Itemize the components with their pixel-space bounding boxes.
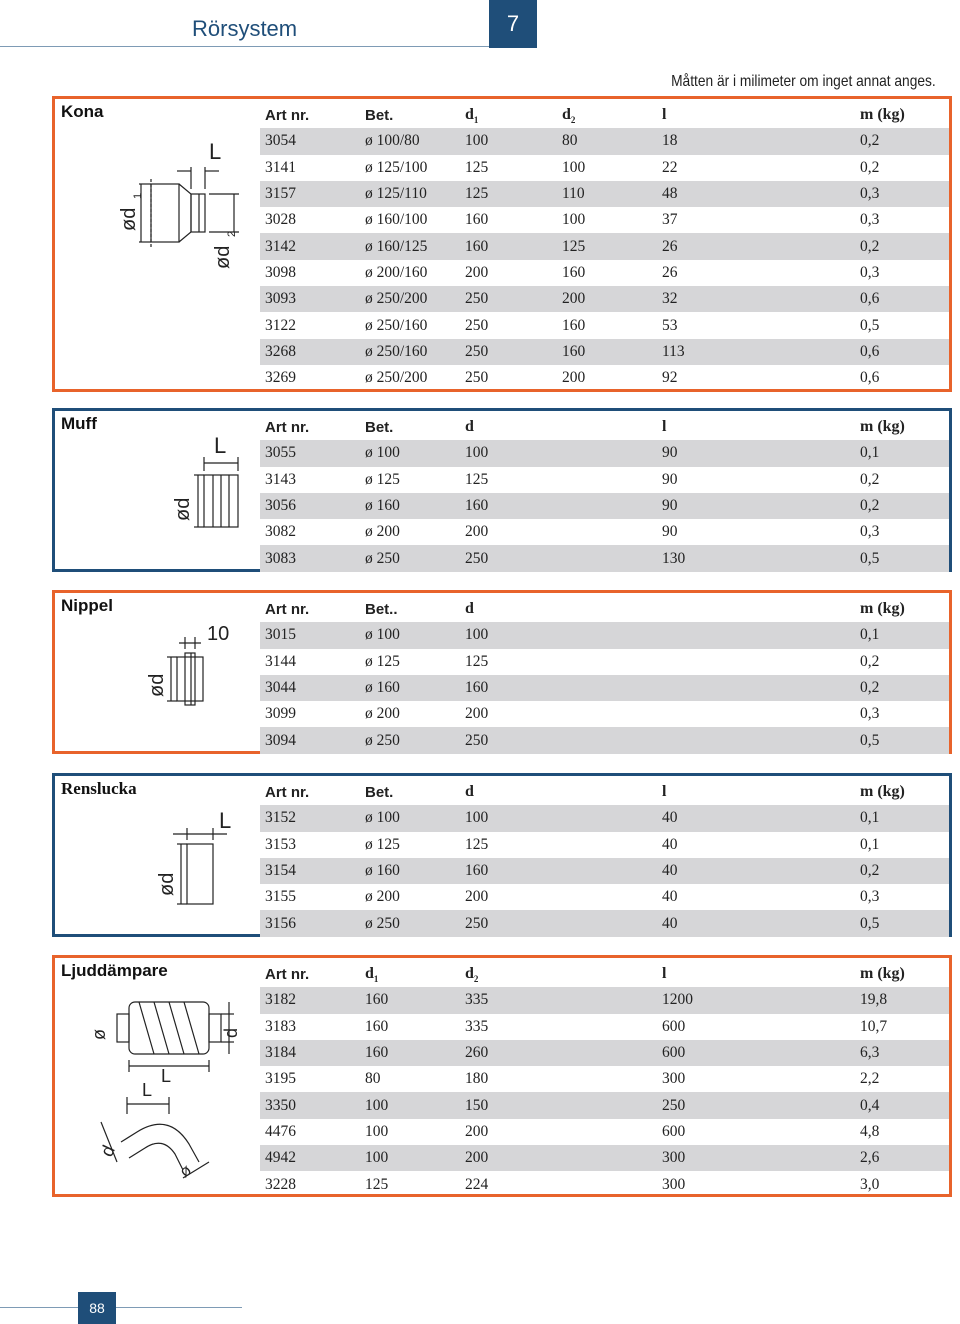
table-row — [260, 545, 949, 571]
table-cell: 0,5 — [860, 549, 880, 567]
table-cell: ø 100 — [365, 626, 400, 644]
muff-table — [260, 414, 949, 572]
table-cell: 200 — [465, 263, 489, 281]
table-cell: 0,2 — [860, 679, 880, 697]
table-cell: 125 — [465, 470, 489, 488]
section-label: Nippel — [61, 596, 113, 615]
table-cell: 40 — [662, 835, 678, 853]
table-cell: 26 — [662, 263, 678, 281]
table-cell: 250 — [465, 369, 489, 387]
table-cell: 3122 — [265, 316, 296, 334]
table-cell: 160 — [465, 211, 489, 229]
table-cell: 90 — [662, 444, 678, 462]
table-cell: 3082 — [265, 523, 296, 541]
table-cell: 40 — [662, 809, 678, 827]
table-cell: 3098 — [265, 263, 296, 281]
table-cell: 3184 — [265, 1044, 296, 1062]
chapter-badge: 7 — [489, 0, 537, 48]
table-cell: ø 125/100 — [365, 158, 428, 176]
table-header-row: Art nr. Bet. d l m (kg) — [265, 783, 905, 801]
table-cell: 125 — [465, 185, 489, 203]
table-cell: ø 200 — [365, 888, 400, 906]
table-cell: 160 — [365, 1044, 389, 1062]
table-cell: 3152 — [265, 809, 296, 827]
table-row — [260, 207, 949, 233]
table-cell: ø 160 — [365, 679, 400, 697]
table-cell: 0,1 — [860, 835, 880, 853]
table-cell: 250 — [465, 316, 489, 334]
table-cell: 100 — [562, 211, 586, 229]
table-row — [260, 1171, 949, 1197]
table-cell: 1200 — [662, 991, 693, 1009]
table-cell: 160 — [465, 497, 489, 515]
table-cell: 160 — [365, 1017, 389, 1035]
table-cell: 200 — [465, 1149, 489, 1167]
svg-text:d: d — [221, 1027, 241, 1038]
table-cell: ø 200 — [365, 705, 400, 723]
table-cell: 250 — [465, 914, 489, 932]
table-row — [260, 675, 949, 701]
table-cell: 0,2 — [860, 497, 880, 515]
section-label: Ljuddämpare — [61, 961, 168, 980]
table-cell: 0,3 — [860, 211, 880, 229]
table-cell: 100 — [365, 1096, 389, 1114]
table-cell: 3015 — [265, 626, 296, 644]
table-cell: 250 — [465, 290, 489, 308]
table-cell: 3144 — [265, 652, 296, 670]
table-cell: 0,5 — [860, 316, 880, 334]
table-cell: 0,3 — [860, 263, 880, 281]
table-cell: 200 — [465, 705, 489, 723]
table-row — [260, 1092, 949, 1118]
table-cell: 0,3 — [860, 185, 880, 203]
table-cell: 300 — [662, 1149, 686, 1167]
table-row — [260, 440, 949, 466]
svg-text:ø: ø — [89, 1029, 109, 1040]
table-cell: 3153 — [265, 835, 296, 853]
table-row — [260, 727, 949, 753]
table-cell: 40 — [662, 888, 678, 906]
table-cell: ø 250/160 — [365, 316, 428, 334]
table-cell: 200 — [465, 888, 489, 906]
svg-text:1: 1 — [132, 192, 144, 199]
table-cell: 90 — [662, 523, 678, 541]
table-cell: 0,1 — [860, 626, 880, 644]
dim-l-label: L — [209, 139, 222, 164]
table-cell: 3,0 — [860, 1175, 880, 1193]
table-cell: 3228 — [265, 1175, 296, 1193]
table-cell: ø 250/200 — [365, 290, 428, 308]
section-ljuddampare — [52, 955, 952, 1197]
table-cell: 10,7 — [860, 1017, 888, 1035]
table-cell: ø 125/110 — [365, 185, 427, 203]
table-row — [260, 339, 949, 365]
table-cell: 3143 — [265, 470, 296, 488]
table-row — [260, 286, 949, 312]
table-cell: ø 125 — [365, 470, 400, 488]
renslucka-table — [260, 779, 949, 937]
table-cell: 0,3 — [860, 523, 880, 541]
section-label: Muff — [61, 414, 97, 433]
svg-text:ø: ø — [176, 1161, 196, 1182]
table-cell: 3156 — [265, 914, 296, 932]
table-row — [260, 622, 949, 648]
table-cell: 3195 — [265, 1070, 296, 1088]
table-cell: 3141 — [265, 158, 296, 176]
table-cell: 40 — [662, 862, 678, 880]
table-header-row: Art nr. Bet. $d_1$ $d_2$ l m (kg) — [265, 105, 905, 125]
table-cell: ø 100 — [365, 444, 400, 462]
table-cell: 3055 — [265, 444, 296, 462]
table-row — [260, 365, 949, 391]
table-cell: 90 — [662, 470, 678, 488]
table-row — [260, 1145, 949, 1171]
table-cell: 3028 — [265, 211, 296, 229]
table-cell: 0,5 — [860, 914, 880, 932]
table-cell: 260 — [465, 1044, 489, 1062]
section-label: Renslucka — [61, 779, 137, 798]
table-cell: 200 — [465, 523, 489, 541]
table-row — [260, 181, 949, 207]
phi-d1-label: ød — [118, 207, 140, 231]
table-cell: 48 — [662, 185, 678, 203]
table-cell: 3269 — [265, 369, 296, 387]
table-cell: 600 — [662, 1122, 686, 1140]
table-cell: 3154 — [265, 862, 296, 880]
table-cell: 90 — [662, 497, 678, 515]
table-cell: 3157 — [265, 185, 296, 203]
svg-text:10: 10 — [207, 623, 230, 645]
nippel-table — [260, 596, 949, 754]
table-row — [260, 155, 949, 181]
table-cell: 0,2 — [860, 470, 880, 488]
table-cell: ø 100 — [365, 809, 400, 827]
renslucka-drawing — [59, 796, 249, 926]
section-kona — [52, 96, 952, 392]
table-row — [260, 1066, 949, 1092]
kona-table — [260, 102, 949, 391]
table-row — [260, 649, 949, 675]
table-cell: 125 — [465, 652, 489, 670]
table-cell: 160 — [465, 237, 489, 255]
table-cell: 300 — [662, 1175, 686, 1193]
table-cell: 0,2 — [860, 862, 880, 880]
table-row — [260, 519, 949, 545]
table-cell: 40 — [662, 914, 678, 932]
table-row — [260, 1040, 949, 1066]
phi-d-label: ød — [146, 673, 168, 697]
table-cell: 0,6 — [860, 342, 880, 360]
table-cell: 160 — [562, 263, 586, 281]
page-number: 88 — [78, 1292, 116, 1324]
table-row — [260, 233, 949, 259]
table-cell: 4476 — [265, 1122, 296, 1140]
table-cell: 100 — [365, 1122, 389, 1140]
table-header-row: Art nr. Bet.. d m (kg) — [265, 600, 905, 618]
table-cell: 3350 — [265, 1096, 296, 1114]
table-cell: 160 — [562, 342, 586, 360]
table-row — [260, 260, 949, 286]
table-cell: 2,6 — [860, 1149, 880, 1167]
units-note: Måtten är i milimeter om inget annat anges. — [671, 73, 936, 90]
table-cell: ø 100/80 — [365, 132, 420, 150]
table-cell: 0,1 — [860, 444, 880, 462]
table-cell: 80 — [562, 132, 578, 150]
table-cell: 32 — [662, 290, 678, 308]
svg-text:L: L — [219, 808, 232, 833]
table-cell: 0,2 — [860, 237, 880, 255]
phi-d-label: ød — [156, 872, 178, 896]
table-cell: 0,6 — [860, 290, 880, 308]
table-cell: 100 — [562, 158, 586, 176]
table-cell: 160 — [465, 679, 489, 697]
table-cell: 113 — [662, 342, 685, 360]
nippel-drawing — [59, 613, 249, 743]
table-cell: ø 250/160 — [365, 342, 428, 360]
table-cell: 26 — [662, 237, 678, 255]
table-cell: 0,2 — [860, 652, 880, 670]
table-cell: 0,5 — [860, 731, 880, 749]
table-cell: 600 — [662, 1044, 686, 1062]
table-cell: 180 — [465, 1070, 489, 1088]
ljuddampare-table — [260, 961, 949, 1198]
table-row — [260, 858, 949, 884]
table-cell: 37 — [662, 211, 678, 229]
table-cell: 3093 — [265, 290, 296, 308]
table-cell: 100 — [365, 1149, 389, 1167]
table-cell: 0,2 — [860, 132, 880, 150]
table-cell: 4,8 — [860, 1122, 880, 1140]
table-row — [260, 467, 949, 493]
section-muff — [52, 408, 952, 572]
table-cell: ø 200 — [365, 523, 400, 541]
table-cell: 0,3 — [860, 888, 880, 906]
svg-text:L: L — [161, 1066, 172, 1086]
phi-d2-label: ød — [212, 245, 234, 269]
table-cell: 100 — [465, 132, 489, 150]
table-cell: 22 — [662, 158, 678, 176]
table-cell: 3044 — [265, 679, 296, 697]
table-cell: 100 — [465, 809, 489, 827]
table-cell: 3268 — [265, 342, 296, 360]
table-cell: ø 125 — [365, 835, 400, 853]
table-cell: 0,1 — [860, 809, 880, 827]
table-cell: 160 — [562, 316, 586, 334]
section-label: Kona — [61, 102, 104, 121]
table-cell: 335 — [465, 991, 489, 1009]
table-cell: ø 200/160 — [365, 263, 428, 281]
table-cell: ø 250 — [365, 914, 400, 932]
table-cell: 250 — [662, 1096, 686, 1114]
table-cell: ø 250 — [365, 549, 400, 567]
table-cell: 200 — [562, 290, 586, 308]
table-cell: ø 160 — [365, 862, 400, 880]
table-cell: 80 — [365, 1070, 381, 1088]
table-row — [260, 1014, 949, 1040]
svg-text:2: 2 — [226, 230, 238, 237]
table-cell: 125 — [465, 835, 489, 853]
muff-drawing — [59, 431, 249, 561]
section-renslucka — [52, 773, 952, 937]
table-cell: 200 — [562, 369, 586, 387]
table-cell: 3056 — [265, 497, 296, 515]
table-row — [260, 832, 949, 858]
footer-rule — [0, 1307, 242, 1308]
table-row — [260, 987, 949, 1013]
table-cell: 92 — [662, 369, 678, 387]
table-cell: 3099 — [265, 705, 296, 723]
table-cell: 100 — [465, 626, 489, 644]
table-cell: 100 — [465, 444, 489, 462]
table-cell: ø 250/200 — [365, 369, 428, 387]
table-cell: 250 — [465, 549, 489, 567]
table-cell: ø 160/100 — [365, 211, 428, 229]
table-cell: 600 — [662, 1017, 686, 1035]
table-cell: 300 — [662, 1070, 686, 1088]
table-header-row: Art nr. $d_1$ $d_2$ l m (kg) — [265, 964, 905, 984]
table-cell: ø 125 — [365, 652, 400, 670]
table-cell: 335 — [465, 1017, 489, 1035]
table-cell: 2,2 — [860, 1070, 880, 1088]
table-row — [260, 493, 949, 519]
header-rule — [0, 46, 537, 47]
table-row — [260, 312, 949, 338]
page-title: Rörsystem — [192, 16, 298, 41]
table-cell: 110 — [562, 185, 585, 203]
table-cell: 200 — [465, 1122, 489, 1140]
table-cell: 224 — [465, 1175, 489, 1193]
table-cell: 3142 — [265, 237, 296, 255]
table-cell: 53 — [662, 316, 678, 334]
table-cell: 150 — [465, 1096, 489, 1114]
section-nippel — [52, 590, 952, 754]
table-row — [260, 884, 949, 910]
table-cell: 18 — [662, 132, 678, 150]
table-cell: 3183 — [265, 1017, 296, 1035]
table-cell: 19,8 — [860, 991, 888, 1009]
ljuddampare-drawing — [59, 982, 249, 1194]
table-cell: ø 160/125 — [365, 237, 428, 255]
table-cell: 0,6 — [860, 369, 880, 387]
table-row — [260, 910, 949, 936]
table-cell: 125 — [562, 237, 586, 255]
table-cell: 0,4 — [860, 1096, 880, 1114]
table-cell: 125 — [365, 1175, 389, 1193]
table-cell: 160 — [365, 991, 389, 1009]
svg-text:L: L — [142, 1080, 153, 1100]
table-cell: 0,2 — [860, 158, 880, 176]
table-row — [260, 128, 949, 154]
table-cell: ø 250 — [365, 731, 400, 749]
table-cell: ø 160 — [365, 497, 400, 515]
table-row — [260, 805, 949, 831]
kona-drawing — [59, 129, 249, 379]
table-cell: 0,3 — [860, 705, 880, 723]
table-cell: 3083 — [265, 549, 296, 567]
table-cell: 130 — [662, 549, 686, 567]
table-cell: 6,3 — [860, 1044, 880, 1062]
table-row — [260, 701, 949, 727]
phi-d-label: ød — [172, 497, 194, 521]
table-cell: 125 — [465, 158, 489, 176]
table-cell: 160 — [465, 862, 489, 880]
table-cell: 3182 — [265, 991, 296, 1009]
table-cell: 250 — [465, 731, 489, 749]
table-row — [260, 1119, 949, 1145]
table-cell: 3094 — [265, 731, 296, 749]
svg-text:d: d — [96, 1142, 119, 1160]
table-cell: 3054 — [265, 132, 296, 150]
table-header-row: Art nr. Bet. d l m (kg) — [265, 418, 905, 436]
table-cell: 3155 — [265, 888, 296, 906]
table-cell: 250 — [465, 342, 489, 360]
svg-text:L: L — [214, 433, 227, 458]
table-cell: 4942 — [265, 1149, 296, 1167]
